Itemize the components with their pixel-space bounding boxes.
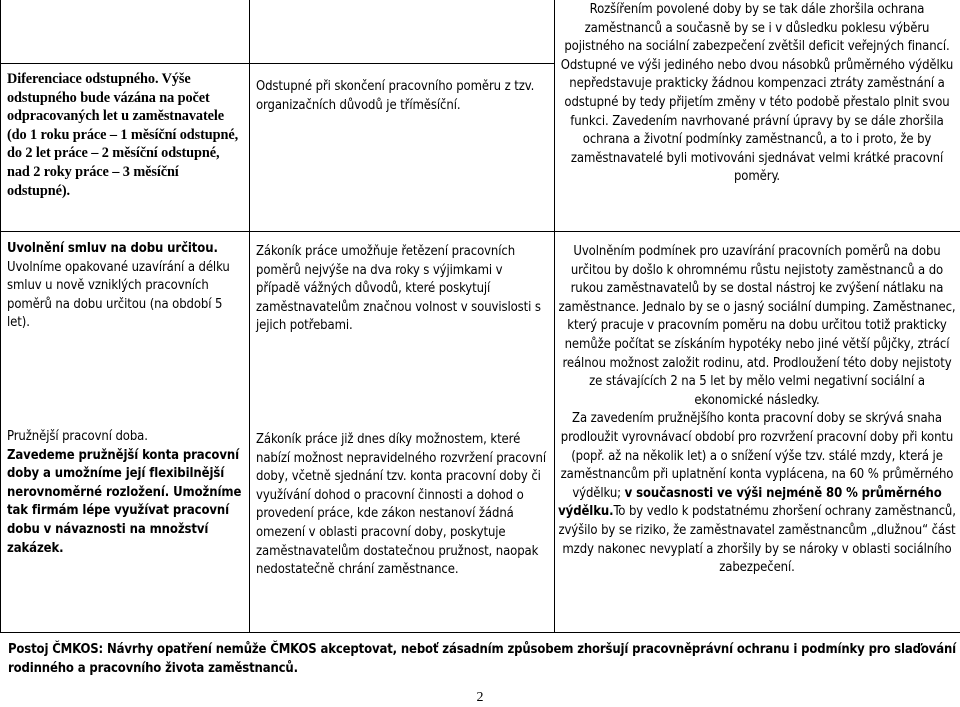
col1-pruznejsi (7, 428, 245, 558)
col3-p3: Uvolněním podmínek pro uzavírání pracovních poměrů na dobu určitou by došlo k ohromnému růstu nejistoty zaměstnanců a do rukou zaměstnavatelů by se dostal nástroj ke zvýšení nátlaku na zaměstnance. Jednalo by se o jasný sociální dumping. Zaměstnanec, který pracuje v pracovním poměru na dobu určitou totiž prakticky nemůže počítat se získáním hypotéky nebo jiné větší půjčky, ztrácí reálnou možnost založit rodinu, atd. Prodloužení této doby nejistoty ze stávajících 2 na 5 let by mělo velmi negativní sociální a ekonomické následky. (558, 244, 956, 408)
column-divider-2 (554, 0, 555, 633)
col2-odstupne (256, 78, 548, 115)
column-divider-1 (249, 0, 250, 633)
col1-diferenciace (7, 70, 243, 200)
retezeni-text: Zákoník práce umožňuje řetězení pracovních poměrů nejvýše na dva roky s výjimkami v případě vážných důvodů, které poskytují zaměstnavatelům značnou volnost v souvislosti s jejich potřebami. (256, 244, 541, 334)
table-bottom-border (0, 632, 960, 633)
row-divider (0, 231, 960, 232)
pruznejsi-title: Pružnější pracovní doba. (7, 429, 148, 444)
uvolneni-title: Uvolnění smluv na dobu určitou. (7, 241, 218, 256)
col3-p1: Rozšířením povolené doby by se tak dále zhoršila ochrana zaměstnanců a současně by se i v důsledku poklesu výběru pojistného na sociální zabezpečení zvětšil deficit veřejných financí. (564, 2, 950, 55)
odstupne-text: Odstupné při skončení pracovního poměru z tzv. organizačních důvodů je tříměsíční. (256, 79, 535, 113)
diferenciace-text: Diferenciace odstupného. Výše odstupného bude vázána na počet odpracovaných let u zaměstnavatele (do 1 roku práce – 1 měsíční odstupné, do 2 let práce – 2 měsíční odstupné, nad 2 roky práce – 3 měsíční odstupné). (7, 71, 239, 199)
col2-zakonik (256, 431, 548, 580)
cmkos-stance: Postoj ČMKOS: Návrhy opatření nemůže ČMKOS akceptovat, neboť zásadním způsobem zhoršují pracovněprávní ochranu i podmínky pro slaďování rodinného a pracovního života zaměstnanců. (8, 642, 956, 676)
col3-p2: Odstupné ve výši jediného nebo dvou násobků průměrného výdělku nepředstavuje prakticky žádnou kompenzaci ztráty zaměstnání a odstupné by tedy přijetím změny v této podobě přestalo plnit svou funkci. Zavedením navrhované právní úpravy by se dále zhoršila ochrana a životní podmínky zaměstnanců, a to i proto, že by zaměstnavatelé byli motivováni sjednávat velmi krátké pracovní poměry. (560, 57, 954, 185)
zakonik-text: Zákoník práce již dnes díky možnostem, které nabízí možnost nepravidelného rozvržení pracovní doby, včetně sjednání tzv. konta pracovní doby či využívání dohod o pracovní činnosti a dohod o provedení práce, kde zákon nestanoví žádná omezení v oblasti pracovní doby, poskytuje zaměstnavatelům dostatečnou pružnost, naopak nedostatečně chrání zaměstnance. (256, 432, 546, 578)
col3-p4-b: To by vedlo k podstatnému zhoršení ochrany zaměstnanců, zvýšilo by se riziko, že zaměstnavatel zaměstnancům „dlužnou“ část mzdy nakonec nevyplatí a zhoršily by se nároky v oblasti sociálního zabezpečení. (558, 504, 956, 576)
uvolneni-body: Uvolníme opakované uzavírání a délku smluv u nově vzniklých pracovních poměrů na dobu určitou (na období 5 let). (7, 259, 230, 331)
pruznejsi-body: Zavedeme pružnější konta pracovní doby a umožníme její flexibilnější nerovnoměrné rozložení. Umožníme tak firmám lépe využívat pracovní dobu v návaznosti na množství zakázek. (7, 447, 242, 556)
col3-top (558, 1, 956, 187)
table-top-border (0, 63, 554, 64)
col3-bottom (558, 243, 956, 578)
col1-uvolneni (7, 240, 243, 333)
col3-p4 (558, 410, 956, 577)
col3-p4-bold: v současnosti ve výši nejméně 80 % průměrného výdělku. (558, 485, 942, 520)
table-border-left (0, 0, 1, 633)
page-number: 2 (476, 690, 484, 705)
col3-p4-a: Za zavedením pružnějšího konta pracovní doby se skrývá snaha prodloužit vyrovnávací období pro rozvržení pracovní doby při kontu (popř. až na několik let) a o snížení výše tzv. stálé mzdy, která je zaměstnancům při uplatnění konta vyplácena, na 60 % průměrného výdělku; (560, 411, 954, 501)
col2-retezeni (256, 243, 548, 336)
